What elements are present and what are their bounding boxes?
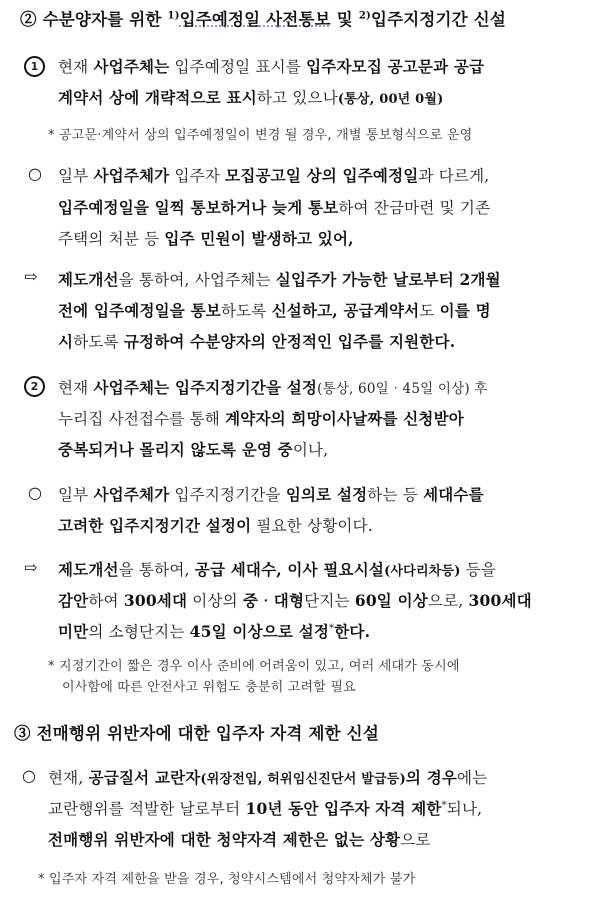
paragraph-line: 주택의 처분 등 입주 민원이 발생하고 있어,: [58, 229, 354, 248]
footnote: * 지정기간이 짧은 경우 이사 준비에 어려움이 있고, 여러 세대가 동시에: [48, 659, 460, 674]
circle-bullet: ○: [28, 483, 42, 502]
paragraph-line: 전매행위 위반자에 대한 청약자격 제한은 없는 상황으로: [48, 830, 431, 849]
footnote: * 입주자 자격 제한을 받을 경우, 청약시스템에서 청약자체가 불가: [38, 872, 416, 887]
footnote: 이사함에 따른 안전사고 위험도 충분히 고려할 필요: [62, 680, 356, 695]
section-heading-3: ③ 전매행위 위반자에 대한 입주자 자격 제한 신설: [14, 724, 379, 743]
paragraph-line: 제도개선을 통하여, 사업주체는 실입주가 가능한 날로부터 2개월: [58, 270, 501, 289]
section-heading-2: ② 수분양자를 위한 $^{1)}$입주예정일 사전통보 및 $^{2)}$입주지정기간 신설: [20, 10, 507, 29]
paragraph-line: 현재 사업주체는 입주지정기간을 설정(통상, 60일‧45일 이상) 후: [58, 378, 488, 397]
footnote: * 공고문‧계약서 상의 입주예정일이 변경 될 경우, 개별 통보형식으로 운영: [48, 128, 473, 143]
heading-number: ②: [20, 10, 37, 29]
circle-bullet: ○: [28, 164, 42, 183]
paragraph-line: 중복되거나 몰리지 않도록 운영 중이나,: [58, 440, 329, 459]
paragraph-line: 감안하여 300세대 이상의 중‧대형단지는 60일 이상으로, 300세대: [58, 591, 532, 610]
arrow-bullet-icon: ⇨: [24, 558, 38, 577]
paragraph-line: 계약서 상에 개략적으로 표시하고 있으나(통상, 00년 0월): [58, 88, 444, 107]
paragraph-line: 누리집 사전접수를 통해 계약자의 희망이사날짜를 신청받아: [58, 409, 464, 428]
paragraph-line: 제도개선을 통하여, 공급 세대수, 이사 필요시설(사다리차등) 등을: [58, 560, 497, 579]
paragraph-line: 고려한 입주지정기간 설정이 필요한 상황이다.: [58, 516, 373, 535]
paragraph-line: 시하도록 규정하여 수분양자의 안정적인 입주를 지원한다.: [58, 332, 456, 351]
paragraph-line: 교란행위를 적발한 날로부터 10년 동안 입주자 자격 제한*되나,: [48, 799, 483, 818]
paragraph-line: 일부 사업주체가 입주자 모집공고일 상의 입주예정일과 다르게,: [58, 166, 490, 185]
numbered-bullet-2: 2: [24, 376, 45, 397]
paragraph-line: 입주예정일을 일찍 통보하거나 늦게 통보하여 잔금마련 및 기존: [58, 198, 491, 217]
paragraph-line: 현재, 공급질서 교란자(위장전입, 허위임신진단서 발급등)의 경우에는: [48, 768, 488, 787]
arrow-bullet-icon: ⇨: [24, 267, 38, 286]
paragraph-line: 전에 입주예정일을 통보하도록 신설하고, 공급계약서도 이를 명: [58, 301, 491, 320]
paragraph-line: 현재 사업주체는 입주예정일 표시를 입주자모집 공고문과 공급: [58, 57, 485, 76]
numbered-bullet-1: 1: [24, 56, 45, 77]
circle-bullet: ○: [22, 766, 36, 785]
paragraph-line: 일부 사업주체가 입주지정기간을 임의로 설정하는 등 세대수를: [58, 485, 484, 504]
paragraph-line: 미만의 소형단지는 45일 이상으로 설정*한다.: [58, 622, 371, 641]
heading-number: ③: [14, 724, 31, 743]
